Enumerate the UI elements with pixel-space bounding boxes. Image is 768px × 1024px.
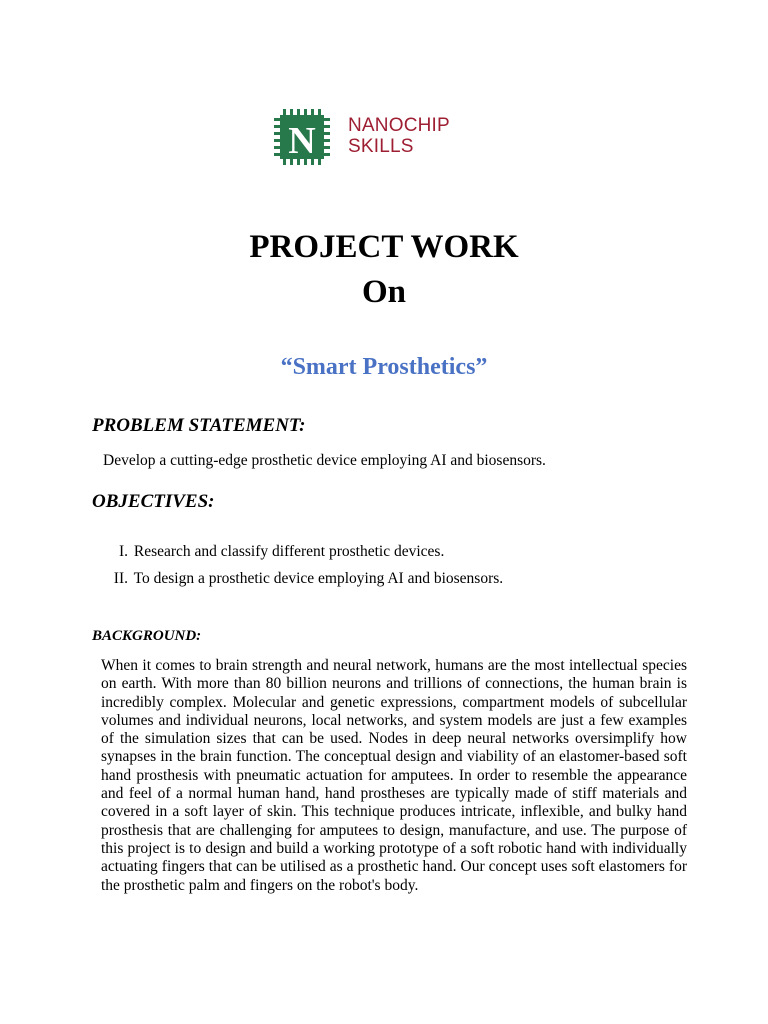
- problem-statement-heading: PROBLEM STATEMENT:: [92, 415, 306, 436]
- chip-logo-icon: [274, 109, 330, 165]
- objective-text: Research and classify different prosthetic devices.: [133, 543, 445, 560]
- objective-number: I.: [118, 543, 128, 560]
- document-title: PROJECT WORK: [249, 229, 519, 265]
- logo-line-1: NANOCHIP: [348, 115, 450, 136]
- objective-item: [103, 570, 503, 597]
- objectives-list: [103, 543, 503, 597]
- problem-statement-text: Develop a cutting-edge prosthetic device employing AI and biosensors.: [103, 452, 546, 469]
- logo-line-2: SKILLS: [348, 136, 414, 157]
- objective-number: II.: [113, 570, 128, 587]
- logo-wordmark: [348, 115, 450, 157]
- objective-item: [103, 543, 503, 570]
- logo-letter: N: [288, 120, 316, 162]
- nanochip-skills-logo: [270, 106, 470, 168]
- project-subtitle: “Smart Prosthetics”: [280, 354, 488, 380]
- background-heading: BACKGROUND:: [92, 628, 202, 644]
- background-paragraph: When it comes to brain strength and neural network, humans are the most intellectual species on earth. With more than 80 billion neurons and trillions of connections, the human brain is incredibly complex. Molecular and genetic expressions, compartment models of subcellular volumes and individual neurons, local networks, and system models are just a few examples of the simulation sizes that can be used. Nodes in deep neural networks oversimplify how synapses in the brain function. The conceptual design and viability of an elastomer-based soft hand prosthesis with pneumatic actuation for amputees. In order to resemble the appearance and feel of a normal human hand, hand prostheses are typically made of stiff materials and covered in a soft layer of skin. This technique produces intricate, inflexible, and bulky hand prosthesis that are challenging for amputees to design, manufacture, and use. The purpose of this project is to design and build a working prototype of a soft robotic hand with individually actuating fingers that can be utilised as a prosthetic hand. Our concept uses soft elastomers for the prosthetic palm and fingers on the robot's body.: [101, 657, 687, 894]
- document-title-on: On: [361, 274, 407, 310]
- objective-text: To design a prosthetic device employing AI and biosensors.: [133, 570, 504, 587]
- objectives-heading: OBJECTIVES:: [92, 491, 215, 512]
